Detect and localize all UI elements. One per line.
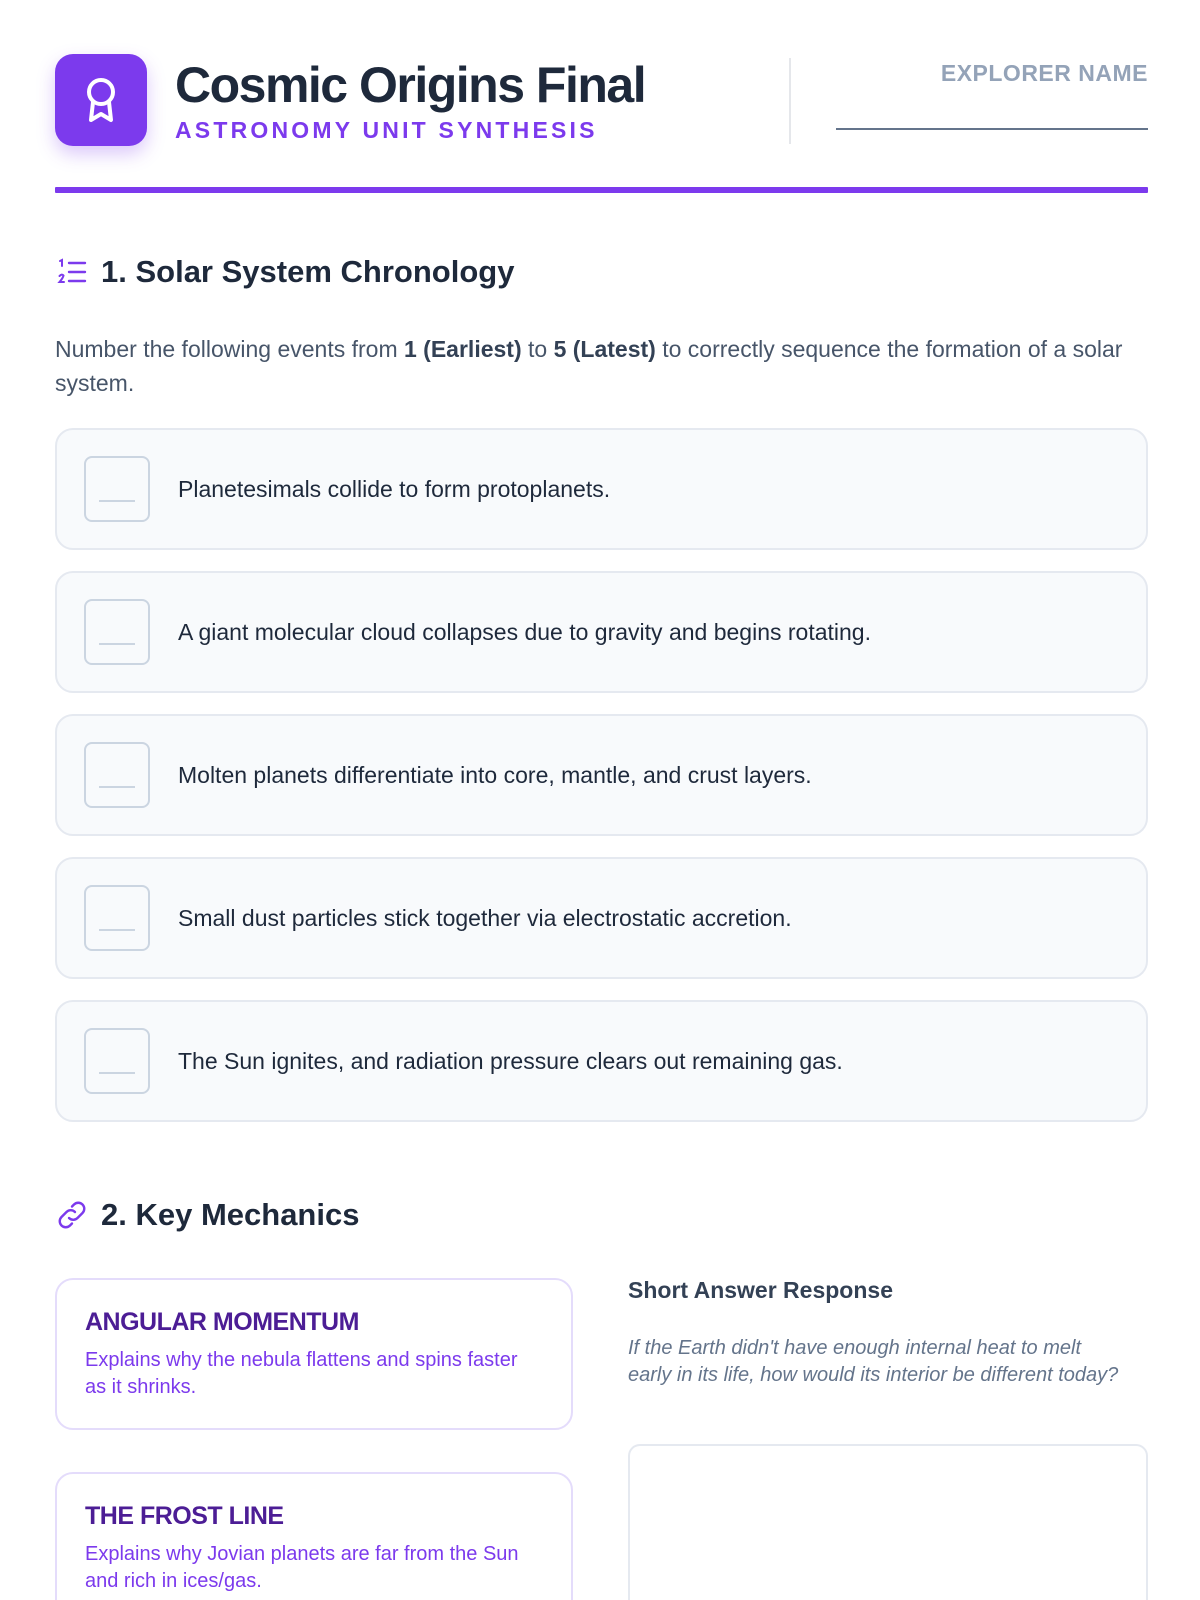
section-mechanics-heading [55,1197,359,1233]
chronology-item-text: Small dust particles stick together via electrostatic accretion. [178,904,792,931]
header-rule [55,187,1148,193]
section-title: 2. Key Mechanics [101,1197,360,1232]
chronology-item-text: Planetesimals collide to form protoplanets. [178,475,611,502]
explorer-name-field[interactable] [836,128,1148,130]
sequence-number-input[interactable] [84,885,150,951]
chronology-item [55,714,1148,836]
sequence-number-input[interactable] [84,599,150,665]
chronology-item [55,428,1148,550]
page-subtitle: ASTRONOMY UNIT SYNTHESIS [175,117,598,143]
mechanic-card [55,1278,573,1430]
chronology-item [55,857,1148,979]
sequence-number-input[interactable] [84,1028,150,1094]
chronology-item-text: Molten planets differentiate into core, mantle, and crust layers. [178,761,812,788]
sequence-number-input[interactable] [84,742,150,808]
section-chronology-heading [55,254,514,290]
link-icon [55,1198,89,1232]
chronology-item-text: A giant molecular cloud collapses due to gravity and begins rotating. [178,618,871,645]
mechanic-card-title: THE FROST LINE [85,1502,284,1530]
award-badge [55,54,147,146]
chronology-item [55,571,1148,693]
mechanic-card-description: Explains why Jovian planets are far from the Sun and rich in ices/gas. [85,1543,519,1592]
award-icon [81,76,121,124]
section-title: 1. Solar System Chronology [101,254,515,289]
explorer-name-label: EXPLORER NAME [940,60,1148,86]
page-title: Cosmic Origins Final [175,57,646,113]
header-divider [789,58,791,144]
mechanic-card-title: ANGULAR MOMENTUM [85,1308,359,1336]
numbered-list-icon [55,255,89,289]
short-answer-title: Short Answer Response [628,1277,893,1303]
instructions: Number the following events from 1 (Earliest) to 5 (Latest) to correctly sequence the formation of a solar system. [55,336,1123,396]
worksheet-header [55,54,1148,192]
mechanic-card [55,1472,573,1600]
chronology-item [55,1000,1148,1122]
chronology-item-text: The Sun ignites, and radiation pressure clears out remaining gas. [178,1047,843,1074]
short-answer-prompt: If the Earth didn't have enough internal heat to melt early in its life, how would its interior be different today? [628,1337,1119,1386]
short-answer-input[interactable] [628,1444,1148,1600]
sequence-number-input[interactable] [84,456,150,522]
mechanic-card-description: Explains why the nebula flattens and spins faster as it shrinks. [85,1349,518,1398]
